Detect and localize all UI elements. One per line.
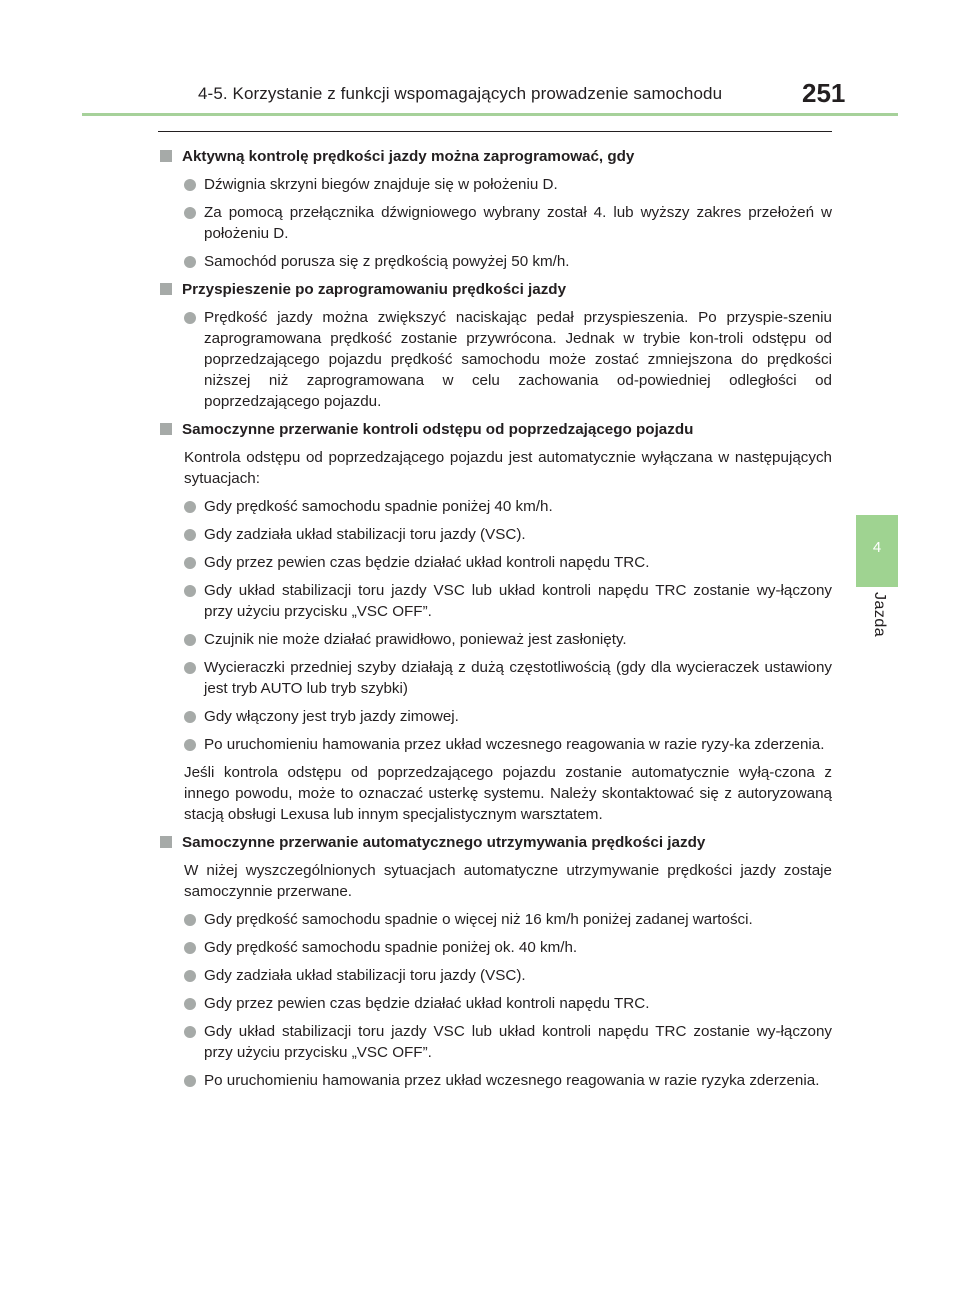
circle-bullet-icon <box>184 914 196 926</box>
section-heading: Przyspieszenie po zaprogramowaniu prędkości jazdy <box>160 279 832 300</box>
list-item: Gdy zadziała układ stabilizacji toru jazdy (VSC). <box>160 965 832 986</box>
circle-bullet-icon <box>184 1026 196 1038</box>
list-item: Po uruchomieniu hamowania przez układ wczesnego reagowania w razie ryzyka zderzenia. <box>160 1070 832 1091</box>
circle-bullet-icon <box>184 501 196 513</box>
section-outro: Jeśli kontrola odstępu od poprzedzającego pojazdu zostanie automatycznie wyłą-czona z innego powodu, może to oznaczać usterkę systemu. Należy skontaktować się z autoryzowaną stacją obsługi Lexusa lub innym specjalistycznym warsztatem. <box>184 764 832 823</box>
square-bullet-icon <box>160 283 172 295</box>
header-title: 4-5. Korzystanie z funkcji wspomagających prowadzenie samochodu <box>198 84 723 103</box>
list-item: Gdy włączony jest tryb jazdy zimowej. <box>160 706 832 727</box>
list-item: Gdy prędkość samochodu spadnie poniżej ok. 40 km/h. <box>160 937 832 958</box>
section-heading: Aktywną kontrolę prędkości jazdy można zaprogramować, gdy <box>160 146 832 167</box>
section-intro: Kontrola odstępu od poprzedzającego pojazdu jest automatycznie wyłączana w następujących sytuacjach: <box>184 449 832 487</box>
list-item: Dźwignia skrzyni biegów znajduje się w położeniu D. <box>160 174 832 195</box>
list-item: Wycieraczki przedniej szyby działają z dużą częstotliwością (gdy dla wycieraczek ustawiony jest tryb AUTO lub tryb szybki) <box>160 657 832 699</box>
circle-bullet-icon <box>184 1075 196 1087</box>
circle-bullet-icon <box>184 312 196 324</box>
circle-bullet-icon <box>184 529 196 541</box>
list-item: Gdy układ stabilizacji toru jazdy VSC lub układ kontroli napędu TRC zostanie wy-łączony przy użyciu przycisku „VSC OFF”. <box>160 1021 832 1063</box>
list-item: Czujnik nie może działać prawidłowo, ponieważ jest zasłonięty. <box>160 629 832 650</box>
circle-bullet-icon <box>184 585 196 597</box>
circle-bullet-icon <box>184 207 196 219</box>
list-item: Po uruchomieniu hamowania przez układ wczesnego reagowania w razie ryzy-ka zderzenia. <box>160 734 832 755</box>
circle-bullet-icon <box>184 662 196 674</box>
square-bullet-icon <box>160 150 172 162</box>
circle-bullet-icon <box>184 942 196 954</box>
list-item: Gdy prędkość samochodu spadnie o więcej niż 16 km/h poniżej zadanej wartości. <box>160 909 832 930</box>
circle-bullet-icon <box>184 179 196 191</box>
chapter-tab-number: 4 <box>872 539 882 556</box>
header-rule <box>82 113 898 116</box>
list-item: Gdy zadziała układ stabilizacji toru jazdy (VSC). <box>160 524 832 545</box>
list-item: Gdy przez pewien czas będzie działać układ kontroli napędu TRC. <box>160 552 832 573</box>
page-content <box>160 146 832 1098</box>
circle-bullet-icon <box>184 998 196 1010</box>
section-heading: Samoczynne przerwanie automatycznego utrzymywania prędkości jazdy <box>160 832 832 853</box>
section-intro: W niżej wyszczególnionych sytuacjach automatyczne utrzymywanie prędkości jazdy zostaje samoczynnie przerwane. <box>184 862 832 900</box>
circle-bullet-icon <box>184 256 196 268</box>
square-bullet-icon <box>160 423 172 435</box>
list-item: Samochód porusza się z prędkością powyżej 50 km/h. <box>160 251 832 272</box>
list-item: Gdy układ stabilizacji toru jazdy VSC lub układ kontroli napędu TRC zostanie wy-łączony przy użyciu przycisku „VSC OFF”. <box>160 580 832 622</box>
list-item: Gdy prędkość samochodu spadnie poniżej 40 km/h. <box>160 496 832 517</box>
circle-bullet-icon <box>184 634 196 646</box>
list-item: Za pomocą przełącznika dźwigniowego wybrany został 4. lub wyższy zakres przełożeń w położeniu D. <box>160 202 832 244</box>
square-bullet-icon <box>160 836 172 848</box>
page-number: 251 <box>802 78 846 108</box>
circle-bullet-icon <box>184 711 196 723</box>
list-item: Gdy przez pewien czas będzie działać układ kontroli napędu TRC. <box>160 993 832 1014</box>
circle-bullet-icon <box>184 739 196 751</box>
circle-bullet-icon <box>184 557 196 569</box>
circle-bullet-icon <box>184 970 196 982</box>
list-item: Prędkość jazdy można zwiększyć naciskając pedał przyspieszenia. Po przyspie-szeniu zaprogramowana prędkość zostanie przywrócona. Jednak w trybie kon-troli odstępu od poprzedzającego pojazdu prędkość samochodu może zostać zmniejszona do prędkości niższej niż zaprogramowana w celu zachowania od-powiedniej odległości od poprzedzającego pojazdu. <box>160 307 832 412</box>
content-top-rule <box>158 131 832 132</box>
chapter-tab-label: Jazda <box>871 592 888 638</box>
section-heading: Samoczynne przerwanie kontroli odstępu od poprzedzającego pojazdu <box>160 419 832 440</box>
